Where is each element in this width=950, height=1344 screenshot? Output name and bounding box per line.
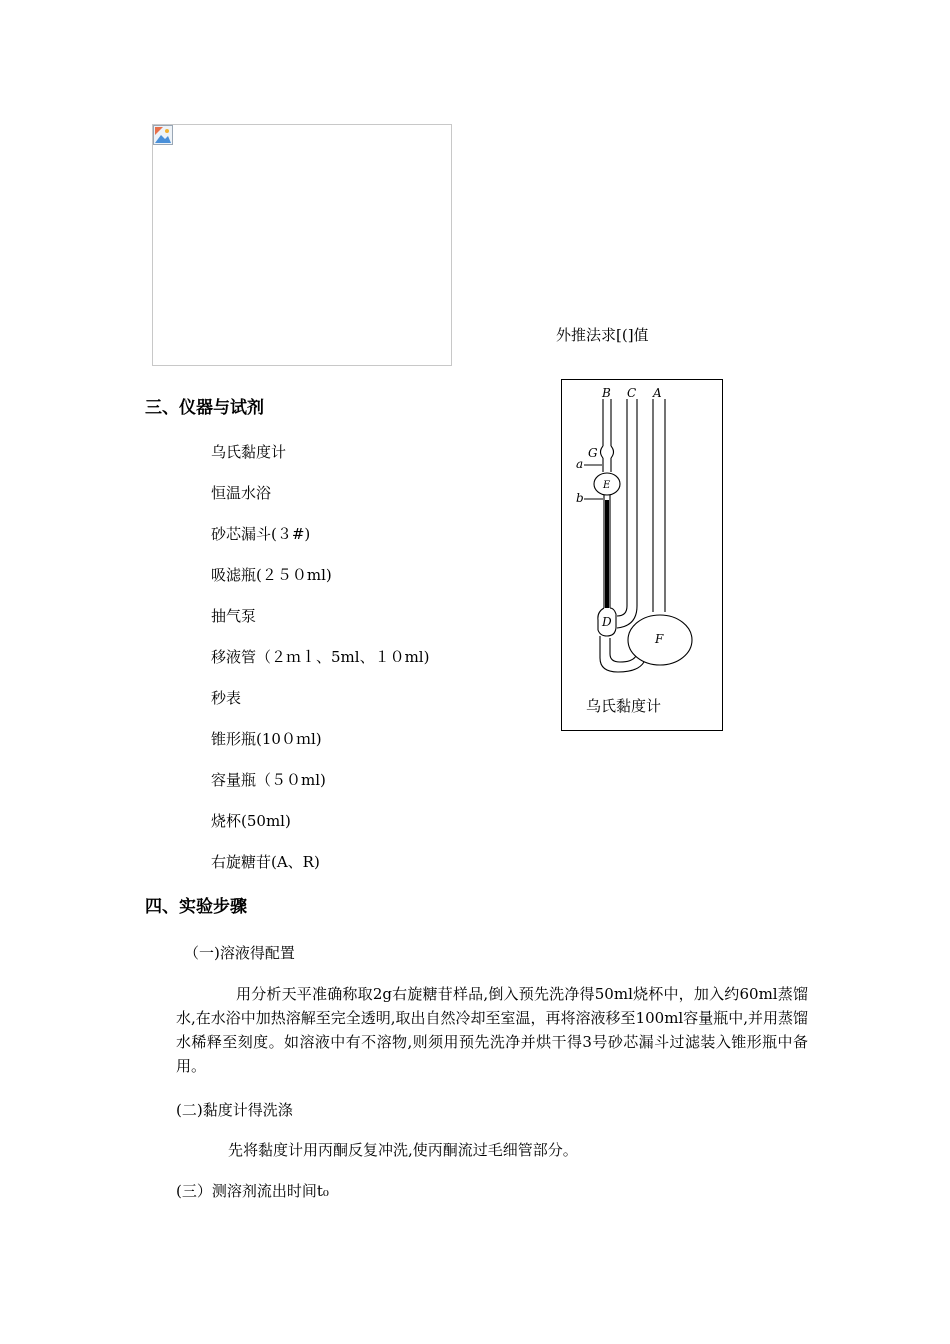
section3-heading: 三、仪器与试剂: [145, 398, 264, 418]
list-item: 吸滤瓶(２５０ml): [211, 566, 332, 584]
list-item: 烧杯(50ml): [211, 812, 291, 830]
extrapolation-caption: 外推法求[(]值: [556, 326, 649, 344]
list-item: 乌氏黏度计: [211, 443, 287, 461]
step2-text: 先将黏度计用丙酮反复冲洗,使丙酮流过毛细管部分。: [228, 1141, 578, 1159]
list-item: 容量瓶（５０ml): [211, 771, 326, 789]
step1-title: （一)溶液得配置: [184, 944, 295, 962]
section4-heading: 四、实验步骤: [145, 897, 247, 917]
viscometer-figure: [561, 379, 723, 731]
label-e-bulb: E: [603, 480, 611, 491]
label-c-tube: C: [627, 386, 637, 400]
step1-text: 用分析天平准确称取2g右旋糖苷样品,倒入预先洗净得50ml烧杯中，加入约60ml蒸馏水,在水浴中加热溶解至完全透明,取出自然冷却至室温，再将溶液移至100ml容量瓶中,并用蒸馏水稀释至刻度。如溶液中有不溶物,则须用预先洗净并烘干得3号砂芯漏斗过滤装入锥形瓶中备用。: [176, 985, 808, 1075]
label-a-mark: a: [576, 457, 584, 471]
list-item: 恒温水浴: [211, 484, 272, 502]
list-item: 移液管（２ｍｌ、5ml、１０ml): [211, 648, 430, 666]
label-g-bulb: G: [588, 446, 598, 460]
viscometer-diagram: [562, 380, 724, 732]
step2-title: (二)黏度计得洗涤: [176, 1101, 293, 1119]
list-item: 锥形瓶(10０ｍl): [211, 730, 322, 748]
list-item: 右旋糖苷(A、R): [211, 853, 320, 871]
equipment-list: [211, 441, 429, 892]
label-b-mark: b: [576, 491, 584, 505]
list-item: 砂芯漏斗(３#): [211, 525, 311, 543]
label-f-bulb: F: [655, 632, 664, 646]
step3-title: (三）测溶剂流出时间t₀: [176, 1182, 329, 1200]
list-item: 秒表: [211, 689, 242, 707]
broken-image-icon: [153, 125, 173, 145]
viscometer-caption: 乌氏黏度计: [586, 697, 662, 715]
label-d-bulb: D: [602, 615, 612, 629]
list-item: 抽气泵: [211, 607, 257, 625]
label-a-tube: A: [653, 386, 662, 400]
image-placeholder: [152, 124, 452, 366]
label-b-tube: B: [602, 386, 611, 400]
